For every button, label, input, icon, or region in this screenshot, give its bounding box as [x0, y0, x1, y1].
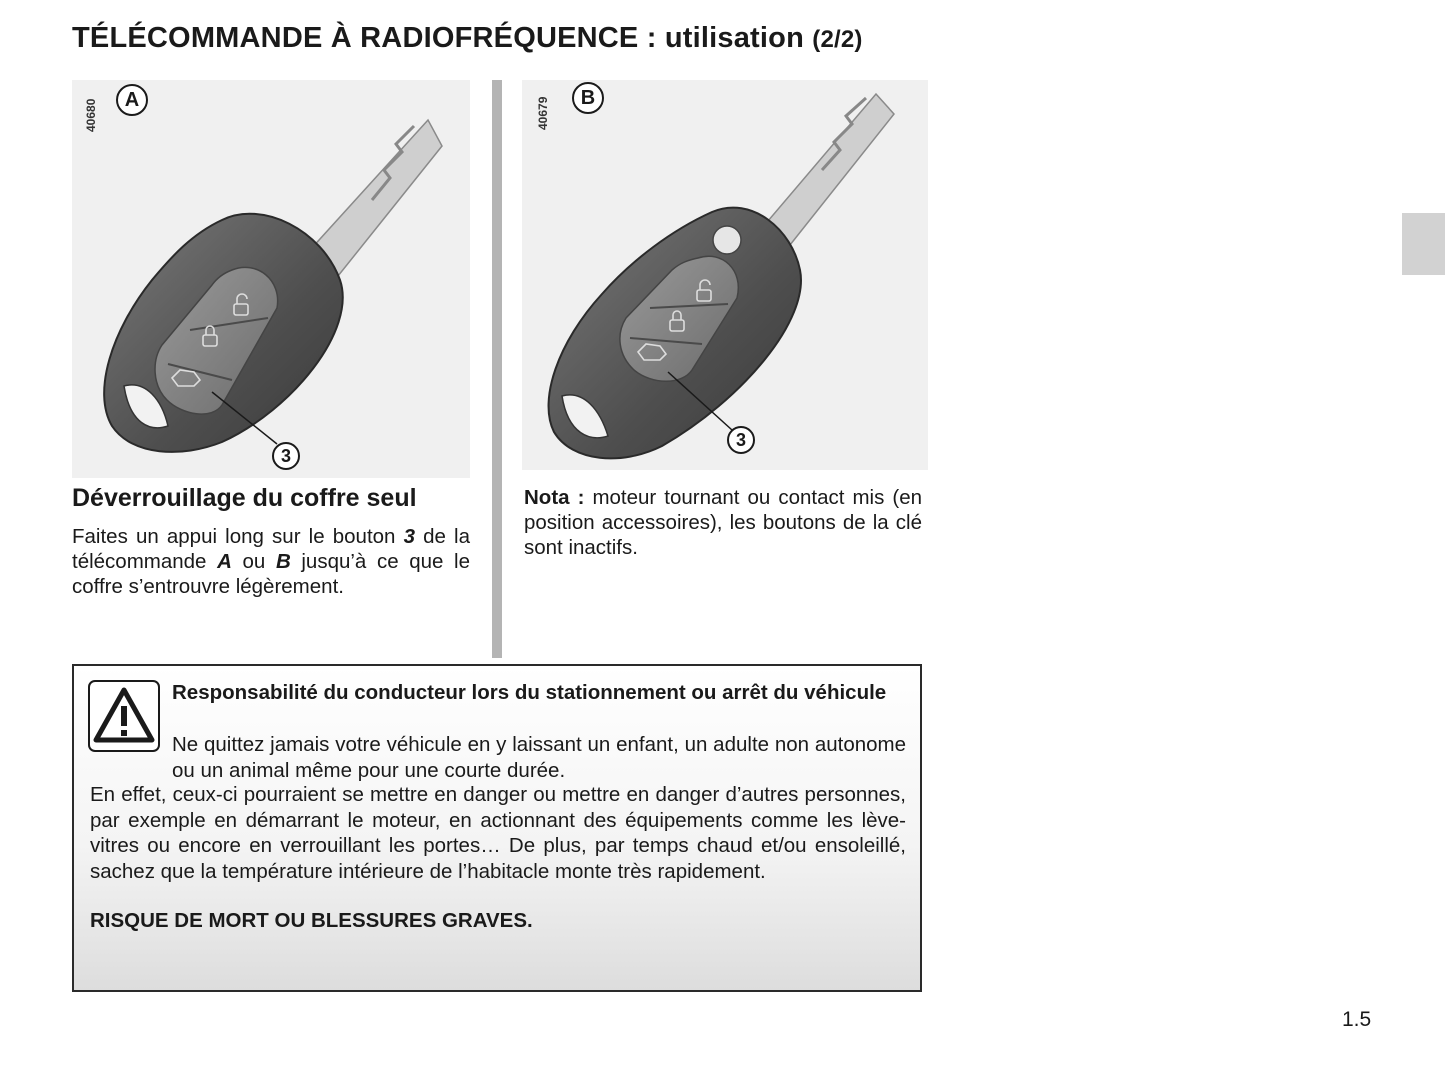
remote-key-a-drawing: [72, 80, 470, 478]
section-heading: Déverrouillage du coffre seul: [72, 484, 417, 512]
key-blade: [762, 94, 894, 250]
text-run: de la télécommande: [72, 525, 470, 573]
flip-release-button: [713, 226, 741, 254]
warning-body: En effet, ceux-ci pourraient se mettre en danger ou mettre en danger d’autres personnes, par exemple en démarrant le moteur, en actionnant des équipements comme les lève-vitres ou encore en verrouillant les portes… De plus, par temps chaud et/ou ensoleillé, sachez que la température intérieure de l’habitacle monte très rapidement.: [90, 783, 906, 883]
remote-label-a: A: [116, 84, 148, 116]
warning-title: Responsabilité du conducteur lors du stationnement ou arrêt du véhicule: [172, 681, 887, 704]
figure-ref-number: 40679: [536, 96, 550, 130]
nota-label: Nota :: [524, 486, 585, 509]
button-ref: 3: [403, 525, 415, 548]
text-run: ou: [231, 550, 276, 573]
nota-paragraph: [524, 485, 922, 560]
remote-key-b-drawing: [522, 80, 928, 470]
callout-button-3: 3: [272, 442, 300, 470]
column-divider: [492, 80, 502, 658]
warning-conclusion: RISQUE DE MORT OU BLESSURES GRAVES.: [90, 909, 533, 932]
warning-intro: Ne quittez jamais votre véhicule en y laissant un enfant, un adulte non autonome ou un animal même pour une courte durée.: [172, 733, 906, 782]
key-illustration-a: [72, 80, 470, 478]
chapter-tab: [1402, 213, 1445, 275]
warning-triangle-icon: [88, 680, 160, 752]
text-run: jusqu’à ce que le coffre s’entrouvre légèrement.: [72, 550, 470, 598]
remote-ref-a: A: [217, 550, 232, 573]
title-text: TÉLÉCOMMANDE À RADIOFRÉQUENCE : utilisation: [72, 22, 804, 54]
text-run: Faites un appui long sur le bouton: [72, 525, 404, 548]
remote-ref-b: B: [275, 550, 291, 573]
nota-text: moteur tournant ou contact mis (en position accessoires), les boutons de la clé sont inactifs.: [524, 486, 923, 559]
remote-label-b: B: [572, 82, 604, 114]
callout-button-3: 3: [727, 426, 755, 454]
key-illustration-b: [522, 80, 928, 470]
page-title: [72, 22, 863, 55]
page-number: 1.5: [1342, 1008, 1372, 1031]
warning-box: [72, 664, 922, 992]
key-blade: [310, 120, 442, 276]
page-fraction: (2/2): [812, 26, 863, 53]
figure-ref-number: 40680: [84, 98, 98, 132]
instruction-paragraph: [72, 524, 470, 599]
